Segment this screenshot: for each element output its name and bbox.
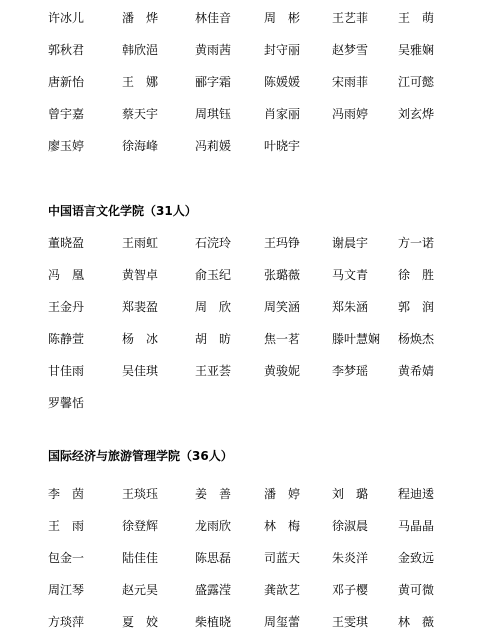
- name-cell: 董晓盈: [48, 236, 85, 250]
- name-cell: 周 欣: [195, 300, 232, 314]
- name-cell: 王玛铮: [264, 236, 301, 250]
- name-cell: 方琰萍: [48, 615, 85, 629]
- name-cell: 周笑涵: [264, 300, 301, 314]
- name-cell: 金致远: [398, 551, 435, 565]
- name-cell: 吴佳琪: [122, 364, 159, 378]
- name-cell: 黄雨茜: [195, 43, 232, 57]
- name-cell: 叶晓宇: [264, 139, 301, 153]
- name-cell: 郭 润: [398, 300, 435, 314]
- name-cell: 王雯琪: [332, 615, 369, 629]
- name-cell: 罗馨恬: [48, 396, 85, 410]
- name-cell: 方一诺: [398, 236, 435, 250]
- name-cell: 潘 烨: [122, 11, 159, 25]
- name-cell: 周 彬: [264, 11, 301, 25]
- name-cell: 黄骏妮: [264, 364, 301, 378]
- name-cell: 蔡天宇: [122, 107, 159, 121]
- name-cell: 李 茵: [48, 487, 85, 501]
- name-cell: 唐新怡: [48, 75, 85, 89]
- name-cell: 许冰儿: [48, 11, 85, 25]
- name-cell: 龙雨欣: [195, 519, 232, 533]
- name-row: [0, 259, 486, 291]
- name-row: [0, 478, 486, 510]
- name-cell: 胡 昉: [195, 332, 232, 346]
- name-row: [0, 66, 486, 98]
- name-cell: 封守丽: [264, 43, 301, 57]
- name-cell: 包金一: [48, 551, 85, 565]
- name-cell: 王琰珏: [122, 487, 159, 501]
- name-cell: 陈静萱: [48, 332, 85, 346]
- name-row: [0, 574, 486, 606]
- name-cell: 滕叶慧娴: [332, 332, 381, 346]
- name-cell: 林佳音: [195, 11, 232, 25]
- name-cell: 郦字霜: [195, 75, 232, 89]
- name-cell: 陈思磊: [195, 551, 232, 565]
- name-list-section: [0, 0, 486, 162]
- name-cell: 马文青: [332, 268, 369, 282]
- name-cell: 赵元昊: [122, 583, 159, 597]
- name-cell: 刘 璐: [332, 487, 369, 501]
- name-cell: 郭秋君: [48, 43, 85, 57]
- name-list-section: [0, 195, 486, 419]
- name-cell: 王金丹: [48, 300, 85, 314]
- section-header: 国际经济与旅游管理学院（36人）: [48, 449, 233, 463]
- name-cell: 王雨虹: [122, 236, 159, 250]
- name-cell: 石浣玲: [195, 236, 232, 250]
- name-row: [0, 98, 486, 130]
- name-cell: 冯 凰: [48, 268, 85, 282]
- name-row: [0, 130, 486, 162]
- name-cell: 朱炎洋: [332, 551, 369, 565]
- name-cell: 龚歆艺: [264, 583, 301, 597]
- name-cell: 程迪逶: [398, 487, 435, 501]
- name-cell: 吴雅娴: [398, 43, 435, 57]
- name-cell: 黄可微: [398, 583, 435, 597]
- section-header: 中国语言文化学院（31人）: [48, 204, 197, 218]
- name-cell: 杨焕杰: [398, 332, 435, 346]
- name-cell: 黄智卓: [122, 268, 159, 282]
- name-row: [0, 323, 486, 355]
- name-cell: 冯莉媛: [195, 139, 232, 153]
- name-cell: 周玺蕾: [264, 615, 301, 629]
- name-cell: 徐海峰: [122, 139, 159, 153]
- name-cell: 宋雨菲: [332, 75, 369, 89]
- name-cell: 赵梦雪: [332, 43, 369, 57]
- name-cell: 陈媛媛: [264, 75, 301, 89]
- name-cell: 张璐薇: [264, 268, 301, 282]
- name-cell: 王 娜: [122, 75, 159, 89]
- name-row: [0, 291, 486, 323]
- name-cell: 杨 冰: [122, 332, 159, 346]
- name-cell: 徐淑晨: [332, 519, 369, 533]
- name-cell: 郑裴盈: [122, 300, 159, 314]
- name-cell: 韩欣浥: [122, 43, 159, 57]
- name-cell: 柴植晓: [195, 615, 232, 629]
- name-cell: 谢晨宇: [332, 236, 369, 250]
- name-row: [0, 355, 486, 387]
- name-cell: 徐登辉: [122, 519, 159, 533]
- name-cell: 冯雨婷: [332, 107, 369, 121]
- name-cell: 刘玄烨: [398, 107, 435, 121]
- name-row: [0, 510, 486, 542]
- name-cell: 邓子樱: [332, 583, 369, 597]
- name-cell: 甘佳雨: [48, 364, 85, 378]
- name-cell: 夏 姣: [122, 615, 159, 629]
- name-cell: 周琪钰: [195, 107, 232, 121]
- name-list-section: [0, 440, 486, 638]
- name-cell: 郑朱涵: [332, 300, 369, 314]
- name-cell: 肖家丽: [264, 107, 301, 121]
- name-cell: 马晶晶: [398, 519, 435, 533]
- name-cell: 廖玉婷: [48, 139, 85, 153]
- name-row: [0, 387, 486, 419]
- name-cell: 王 萌: [398, 11, 435, 25]
- name-cell: 王 雨: [48, 519, 85, 533]
- name-cell: 周江琴: [48, 583, 85, 597]
- name-cell: 王艺菲: [332, 11, 369, 25]
- name-cell: 姜 善: [195, 487, 232, 501]
- name-cell: 王亚荟: [195, 364, 232, 378]
- name-cell: 焦一茗: [264, 332, 301, 346]
- name-cell: 黄希婧: [398, 364, 435, 378]
- name-cell: 司蓝天: [264, 551, 301, 565]
- name-row: [0, 2, 486, 34]
- name-cell: 林 梅: [264, 519, 301, 533]
- name-row: [0, 34, 486, 66]
- name-cell: 潘 婷: [264, 487, 301, 501]
- name-cell: 林 薇: [398, 615, 435, 629]
- name-cell: 陆佳佳: [122, 551, 159, 565]
- name-cell: 曾宇嘉: [48, 107, 85, 121]
- name-cell: 盛露滢: [195, 583, 232, 597]
- name-cell: 俞玉纪: [195, 268, 232, 282]
- name-cell: 徐 胜: [398, 268, 435, 282]
- name-cell: 江可懿: [398, 75, 435, 89]
- name-cell: 李梦瑶: [332, 364, 369, 378]
- name-row: [0, 227, 486, 259]
- name-row: [0, 542, 486, 574]
- name-row: [0, 606, 486, 638]
